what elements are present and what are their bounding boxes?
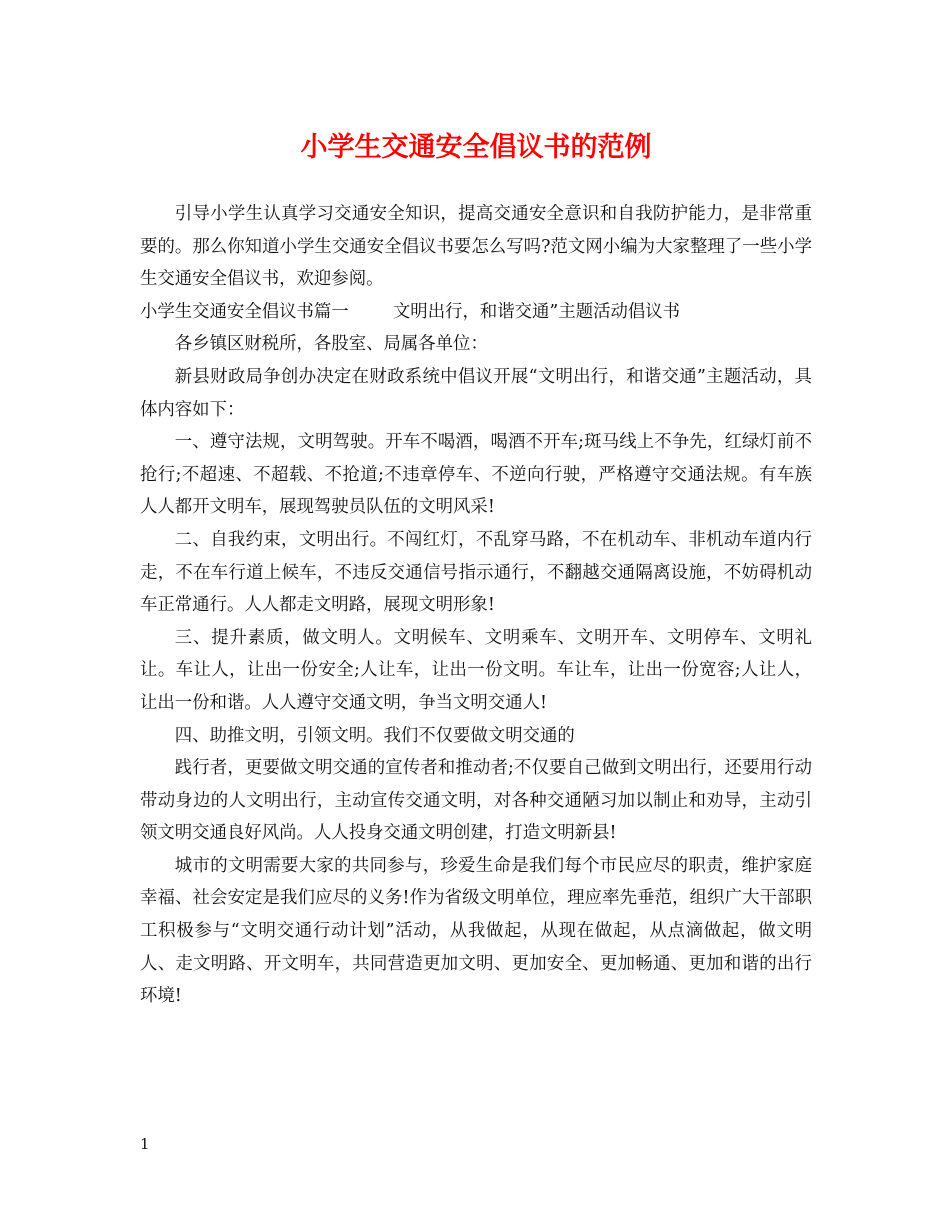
body-paragraph-4: 三、提升素质，做文明人。文明候车、文明乘车、文明开车、文明停车、文明礼让。车让人，让出一份安全;人让车，让出一份文明。车让车，让出一份宽容;人让人，让出一份和谐。人人遵守交通文明，争当文明交通人!: [140, 627, 812, 713]
body-paragraph-1: 新县财政局争创办决定在财政系统中倡议开展“文明出行，和谐交通”主题活动，具体内容如下：: [140, 366, 812, 420]
document-body: [140, 198, 812, 1013]
salutation: 各乡镇区财税所，各股室、局属各单位：: [174, 334, 488, 355]
body-paragraph-5: 四、助推文明，引领文明。我们不仅要做文明交通的: [174, 725, 575, 746]
body-paragraph-3: 二、自我约束，文明出行。不闯红灯，不乱穿马路，不在机动车、非机动车道内行走，不在车行道上候车，不违反交通信号指示通行，不翻越交通隔离设施，不妨碍机动车正常通行。人人都走文明路，展现文明形象!: [140, 529, 812, 616]
section-heading: 小学生交通安全倡议书篇一 文明出行，和谐交通”主题活动倡议书: [140, 301, 681, 322]
document-title: 小学生交通安全倡议书的范例: [300, 132, 652, 163]
intro-paragraph: 引导小学生认真学习交通安全知识，提高交通安全意识和自我防护能力，是非常重要的。那么你知道小学生交通安全倡议书要怎么写吗?范文网小编为大家整理了一些小学生交通安全倡议书，欢迎参阅。: [140, 204, 812, 290]
document-page: [140, 0, 812, 1230]
body-paragraph-2: 一、遵守法规，文明驾驶。开车不喝酒，喝酒不开车;斑马线上不争先，红绿灯前不抢行;不超速、不超载、不抢道;不违章停车、不逆向行驶，严格遵守交通法规。有车族人人都开文明车，展现驾驶员队伍的文明风采!: [140, 432, 812, 518]
body-paragraph-7: 城市的文明需要大家的共同参与，珍爱生命是我们每个市民应尽的职责，维护家庭幸福、社会安定是我们应尽的义务!作为省级文明单位，理应率先垂范，组织广大干部职工积极参与“文明交通行动计划”活动，从我做起，从现在做起，从点滴做起，做文明人、走文明路、开文明车，共同营造更加文明、更加安全、更加畅通、更加和谐的出行环境!: [140, 855, 812, 1007]
body-paragraph-6: 践行者，更要做文明交通的宣传者和推动者;不仅要自己做到文明出行，还要用行动带动身边的人文明出行，主动宣传交通文明，对各种交通陋习加以制止和劝导，主动引领文明交通良好风尚。人人投身交通文明创建，打造文明新县!: [140, 758, 812, 844]
page-number: 1: [140, 1135, 150, 1153]
